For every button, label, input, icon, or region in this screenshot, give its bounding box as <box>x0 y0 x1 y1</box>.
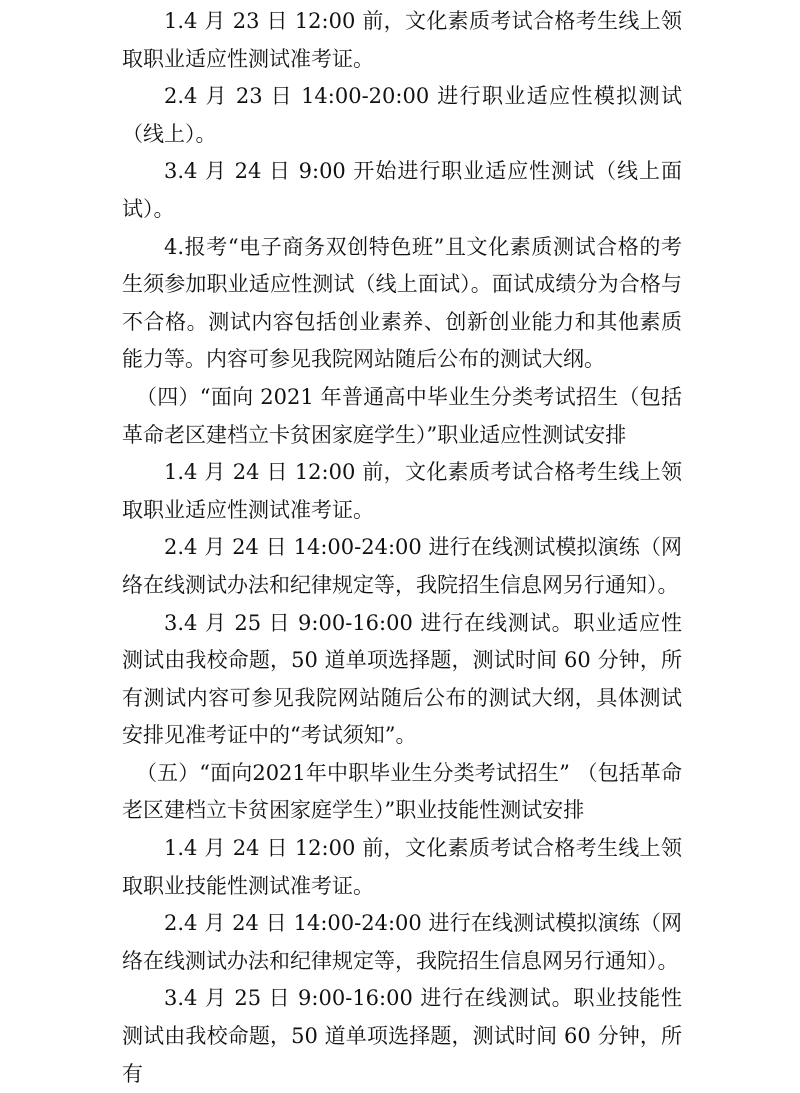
paragraph: 2.4 月 24 日 14:00-24:00 进行在线测试模拟演练（网络在线测试办法和纪律规定等，我院招生信息网另行通知）。 <box>122 911 682 973</box>
paragraph: 2.4 月 23 日 14:00-20:00 进行职业适应性模拟测试（线上）。 <box>122 84 682 146</box>
section-heading: （四）“面向 2021 年普通高中毕业生分类考试招生（包括革命老区建档立卡贫困家庭学生）”职业适应性测试安排 <box>122 384 682 447</box>
paragraph: 3.4 月 25 日 9:00-16:00 进行在线测试。职业技能性测试由我校命题，50 道单项选择题，测试时间 60 分钟，所有 <box>122 986 682 1086</box>
paragraph: 1.4 月 24 日 12:00 前，文化素质考试合格考生线上领取职业技能性测试准考证。 <box>122 836 682 898</box>
paragraph: 3.4 月 25 日 9:00-16:00 进行在线测试。职业适应性测试由我校命题，50 道单项选择题，测试时间 60 分钟，所有测试内容可参见我院网站随后公布的测试大纲，具体测试安排见准考证中的“考试须知”。 <box>122 610 682 748</box>
document-page <box>122 0 682 1093</box>
paragraph: 4.报考“电子商务双创特色班”且文化素质测试合格的考生须参加职业适应性测试（线上面试）。面试成绩分为合格与不合格。测试内容包括创业素养、创新创业能力和其他素质能力等。内容可参见我院网站随后公布的测试大纲。 <box>122 234 682 372</box>
paragraph: 3.4 月 24 日 9:00 开始进行职业适应性测试（线上面试）。 <box>122 159 682 221</box>
paragraph: 1.4 月 23 日 12:00 前，文化素质考试合格考生线上领取职业适应性测试准考证。 <box>122 9 682 71</box>
paragraph: 1.4 月 24 日 12:00 前，文化素质考试合格考生线上领取职业适应性测试准考证。 <box>122 460 682 522</box>
section-heading: （五）“面向2021年中职毕业生分类考试招生” （包括革命老区建档立卡贫困家庭学生）”职业技能性测试安排 <box>122 760 682 823</box>
paragraph: 2.4 月 24 日 14:00-24:00 进行在线测试模拟演练（网络在线测试办法和纪律规定等，我院招生信息网另行通知）。 <box>122 535 682 597</box>
